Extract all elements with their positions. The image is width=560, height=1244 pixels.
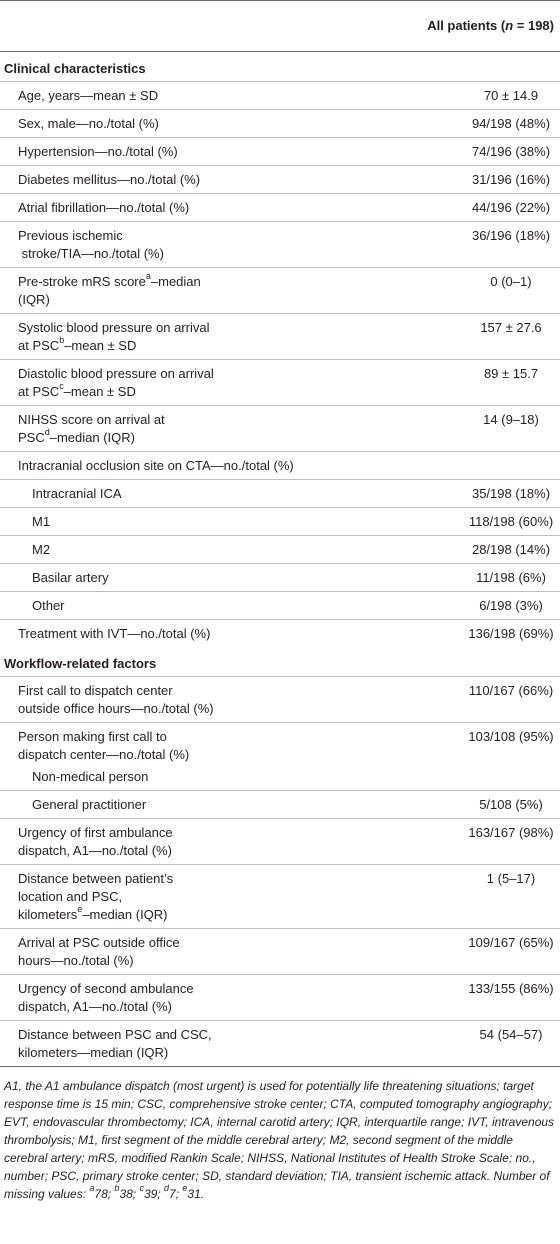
table-row [0,268,560,314]
table-row [0,508,560,536]
row-label-line: location and PSC, [18,889,123,904]
row-label: Intracranial ICA [0,480,372,508]
row-label-line: NIHSS score on arrival at [18,412,165,427]
row-label [0,819,372,865]
table-footnote: A1, the A1 ambulance dispatch (most urgent) is used for potentially life threatening situations; target response time is 15 min; CSC, comprehensive stroke center; CTA, computed tomography angiography; EVT, endovascular thrombectomy; ICA, internal carotid artery; IQR, interquartile range; IVT, intravenous thrombolysis; M1, first segment of the middle cerebral artery; M2, second segment of the middle cerebral artery; mRS, modified Rankin Scale; NIHSS, National Institutes of Health Stroke Scale; no., number; PSC, primary stroke center; SD, standard deviation; TIA, transient ischemic attack. Number of missing values: $^a$78; $^b$38; $^c$39; $^d$7; $^e$31. [4,1079,555,1201]
row-label-line: Person making first call to [18,729,167,744]
row-label-part: –mean ± SD [63,384,136,399]
row-label: General practitioner [0,791,372,819]
footnote-marker: a [145,270,151,281]
row-value: 110/167 (66%) [372,677,560,723]
row-label-line: dispatch center—no./total (%) [18,747,190,762]
table-row [0,620,560,648]
footnote-marker: b [114,1183,120,1193]
footnote-text: A1, the A1 ambulance dispatch (most urgent) is used for potentially life threatening situations; target response time is 15 min; CSC, comprehensive stroke center; CTA, computed tomography angiography; EVT, endovascular thrombectomy; ICA, internal carotid artery; IQR, interquartile range; IVT, intravenous thrombolysis; M1, first segment of the middle cerebral artery; M2, second segment of the middle cerebral artery; mRS, modified Rankin Scale; NIHSS, National Institutes of Health Stroke Scale; no., number; PSC, primary stroke center; SD, standard deviation; TIA, transient ischemic attack. [4,1079,555,1183]
row-label: Diabetes mellitus—no./total (%) [0,166,372,194]
row-value: 133/155 (86%) [372,975,560,1021]
table-row [0,110,560,138]
row-label: M1 [0,508,372,536]
section-header-workflow [0,647,560,677]
table-row [0,406,560,452]
row-label-line: Distance between PSC and CSC, [18,1027,212,1042]
row-value: 31/196 (16%) [372,166,560,194]
row-label-part: at PSC [18,384,60,399]
row-label [0,929,372,975]
row-label-line: Arrival at PSC outside office [18,935,180,950]
table-row [0,166,560,194]
row-label [0,314,372,360]
row-value: 1 (5–17) [372,865,560,929]
row-label [0,723,372,769]
row-label [0,865,372,929]
row-value: 89 ± 15.7 [372,360,560,406]
row-label [0,1021,372,1067]
row-label-line: stroke/TIA—no./total (%) [21,246,164,261]
row-label: Sex, male—no./total (%) [0,110,372,138]
row-label [0,222,372,268]
footnote-marker: d [44,426,50,437]
row-label-part: –median [150,274,201,289]
table-row [0,82,560,110]
row-label [0,975,372,1021]
row-label-line: Systolic blood pressure on arrival [18,320,210,335]
footnote-marker: a [89,1183,95,1193]
table-row [0,592,560,620]
table-row [0,138,560,166]
footnote-marker: b [59,334,65,345]
row-value: 44/196 (22%) [372,194,560,222]
footnote-marker: d [164,1183,170,1193]
row-value: 136/198 (69%) [372,620,560,648]
row-label [0,406,372,452]
table-row [0,975,560,1021]
row-label-line: Urgency of first ambulance [18,825,173,840]
row-label-line: Distance between patient’s [18,871,174,886]
header-suffix: = 198) [513,18,554,33]
row-label-line: dispatch, A1—no./total (%) [18,843,172,858]
table-header-row [0,1,560,52]
table-row [0,536,560,564]
section-title: Clinical characteristics [4,61,146,76]
row-label [0,677,372,723]
row-value: 118/198 (60%) [372,508,560,536]
table-row [0,929,560,975]
row-label-line: (IQR) [18,292,50,307]
row-value: 163/167 (98%) [372,819,560,865]
table-row [0,360,560,406]
table-row [0,314,560,360]
row-label-part: –mean ± SD [64,338,137,353]
table-row [0,723,560,769]
missing-value: 39 [143,1187,158,1201]
row-label-part: –median (IQR) [82,907,168,922]
row-label: Hypertension—no./total (%) [0,138,372,166]
missing-value: 78 [94,1187,108,1201]
row-value: 0 (0–1) [372,268,560,314]
row-value: 28/198 (14%) [372,536,560,564]
header-prefix: All patients ( [427,18,506,33]
table-row [0,791,560,819]
row-value: 94/198 (48%) [372,110,560,138]
footnote-marker: e [77,903,83,914]
table-row [0,677,560,723]
row-value: 5/108 (5%) [372,791,560,819]
row-label-line: outside office hours—no./total (%) [18,701,214,716]
table-row [0,222,560,268]
row-label-line: First call to dispatch center [18,683,173,698]
row-label: M2 [0,536,372,564]
row-value: 74/196 (38%) [372,138,560,166]
table-row [0,194,560,222]
row-value: 157 ± 27.6 [372,314,560,360]
row-label-part: Pre-stroke mRS score [18,274,146,289]
table-row [0,1021,560,1067]
header-n: n [505,18,514,33]
row-label-line: hours—no./total (%) [18,953,134,968]
row-label-line: Diastolic blood pressure on arrival [18,366,214,381]
footnote-marker: c [139,1183,144,1193]
row-value: 35/198 (18%) [372,480,560,508]
row-label: Atrial fibrillation—no./total (%) [0,194,372,222]
row-value: 109/167 (65%) [372,929,560,975]
missing-value: 31 [187,1187,201,1201]
row-label-line: dispatch, A1—no./total (%) [18,999,172,1014]
row-label: Treatment with IVT—no./total (%) [0,620,372,648]
row-label-part: –median (IQR) [49,430,135,445]
row-label [0,268,372,314]
row-value: 6/198 (3%) [372,592,560,620]
table-row [0,564,560,592]
missing-value: 38 [119,1187,133,1201]
section-title: Workflow-related factors [4,656,157,671]
table-row [0,480,560,508]
row-label [0,360,372,406]
section-header-clinical [0,52,560,82]
row-label-part: PSC [18,430,45,445]
table-row [0,452,560,480]
row-value: 103/108 (95%) [372,723,560,769]
row-label-line: Previous ischemic [18,228,123,243]
header-all-patients [372,1,560,52]
row-label-line: kilometers—median (IQR) [18,1045,169,1060]
footnote-marker: c [59,380,64,391]
table-row [0,768,560,791]
footnote-marker: e [182,1183,188,1193]
row-label-line: Urgency of second ambulance [18,981,194,996]
row-label-part: at PSC [18,338,60,353]
missing-values-label: Number of missing values: [4,1169,550,1201]
row-value: 14 (9–18) [372,406,560,452]
row-value: 36/196 (18%) [372,222,560,268]
missing-value: 7 [169,1187,176,1201]
header-blank-cell [0,1,372,52]
table-row [0,865,560,929]
row-label: Non-medical person [32,769,149,784]
row-value: 11/198 (6%) [372,564,560,592]
row-label-part: kilometers [18,907,78,922]
row-label: Age, years—mean ± SD [0,82,372,110]
row-value: 54 (54–57) [372,1021,560,1067]
row-label: Basilar artery [0,564,372,592]
row-value [372,768,560,791]
row-label: Intracranial occlusion site on CTA—no./total (%) [0,452,560,480]
table-row [0,819,560,865]
row-value: 70 ± 14.9 [372,82,560,110]
row-label: Other [0,592,372,620]
